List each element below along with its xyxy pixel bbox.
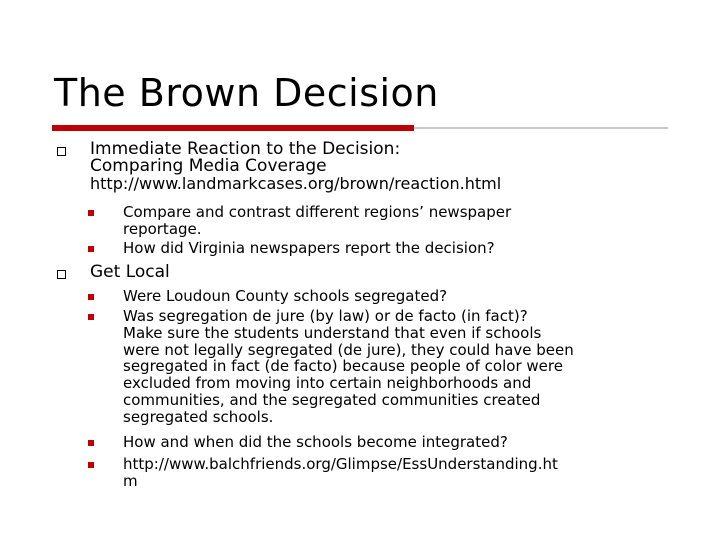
red-square-bullet-icon — [88, 246, 94, 252]
subbullet-text-line: reportage. — [123, 219, 202, 238]
subbullet-text-line: were not legally segregated (de jure), they could have been — [123, 340, 574, 359]
slide-title: The Brown Decision — [54, 71, 439, 115]
subbullet-virginia-newspapers — [123, 240, 683, 257]
subbullet-text-line: segregated schools. — [123, 407, 274, 426]
bullet-text-line: Comparing Media Coverage — [90, 156, 327, 176]
subbullet-text-line: Make sure the students understand that even if schools — [123, 323, 542, 342]
hollow-square-bullet-icon — [57, 147, 66, 156]
reaction-link[interactable]: http://www.landmarkcases.org/brown/reaction.html — [90, 174, 502, 193]
red-square-bullet-icon — [88, 462, 94, 468]
subbullet-text-line: segregated in fact (de facto) because people of color were — [123, 357, 563, 376]
subbullet-text-line: Were Loudoun County schools segregated? — [123, 287, 448, 305]
subbullet-text-line: excluded from moving into certain neighborhoods and — [123, 374, 532, 393]
red-square-bullet-icon — [88, 210, 94, 216]
subbullet-balchfriends-link[interactable] — [123, 456, 683, 490]
hollow-square-bullet-icon — [57, 270, 66, 279]
subbullet-text-line: m — [123, 471, 138, 490]
subbullet-text-line: Was segregation de jure (by law) or de facto (in fact)? — [123, 307, 528, 325]
bullet-immediate-reaction — [90, 141, 690, 192]
subbullet-text-line: How and when did the schools become integrated? — [123, 433, 508, 451]
red-square-bullet-icon — [88, 294, 94, 300]
subbullet-de-jure-de-facto — [123, 308, 683, 426]
red-square-bullet-icon — [88, 440, 94, 446]
subbullet-compare-contrast — [123, 204, 683, 238]
bullet-text-line: Get Local — [90, 262, 170, 282]
subbullet-text-line: http://www.balchfriends.org/Glimpse/EssUnderstanding.ht — [123, 455, 558, 473]
subbullet-text-line: How did Virginia newspapers report the decision? — [123, 239, 495, 257]
bullet-get-local — [90, 264, 690, 281]
bullet-text-line: Immediate Reaction to the Decision: — [90, 139, 401, 159]
subbullet-text-line: communities, and the segregated communities created — [123, 390, 541, 409]
red-square-bullet-icon — [88, 314, 94, 320]
subbullet-loudoun-segregated — [123, 288, 683, 305]
subbullet-integration — [123, 434, 683, 451]
subbullet-text-line: Compare and contrast different regions’ newspaper — [123, 203, 512, 221]
